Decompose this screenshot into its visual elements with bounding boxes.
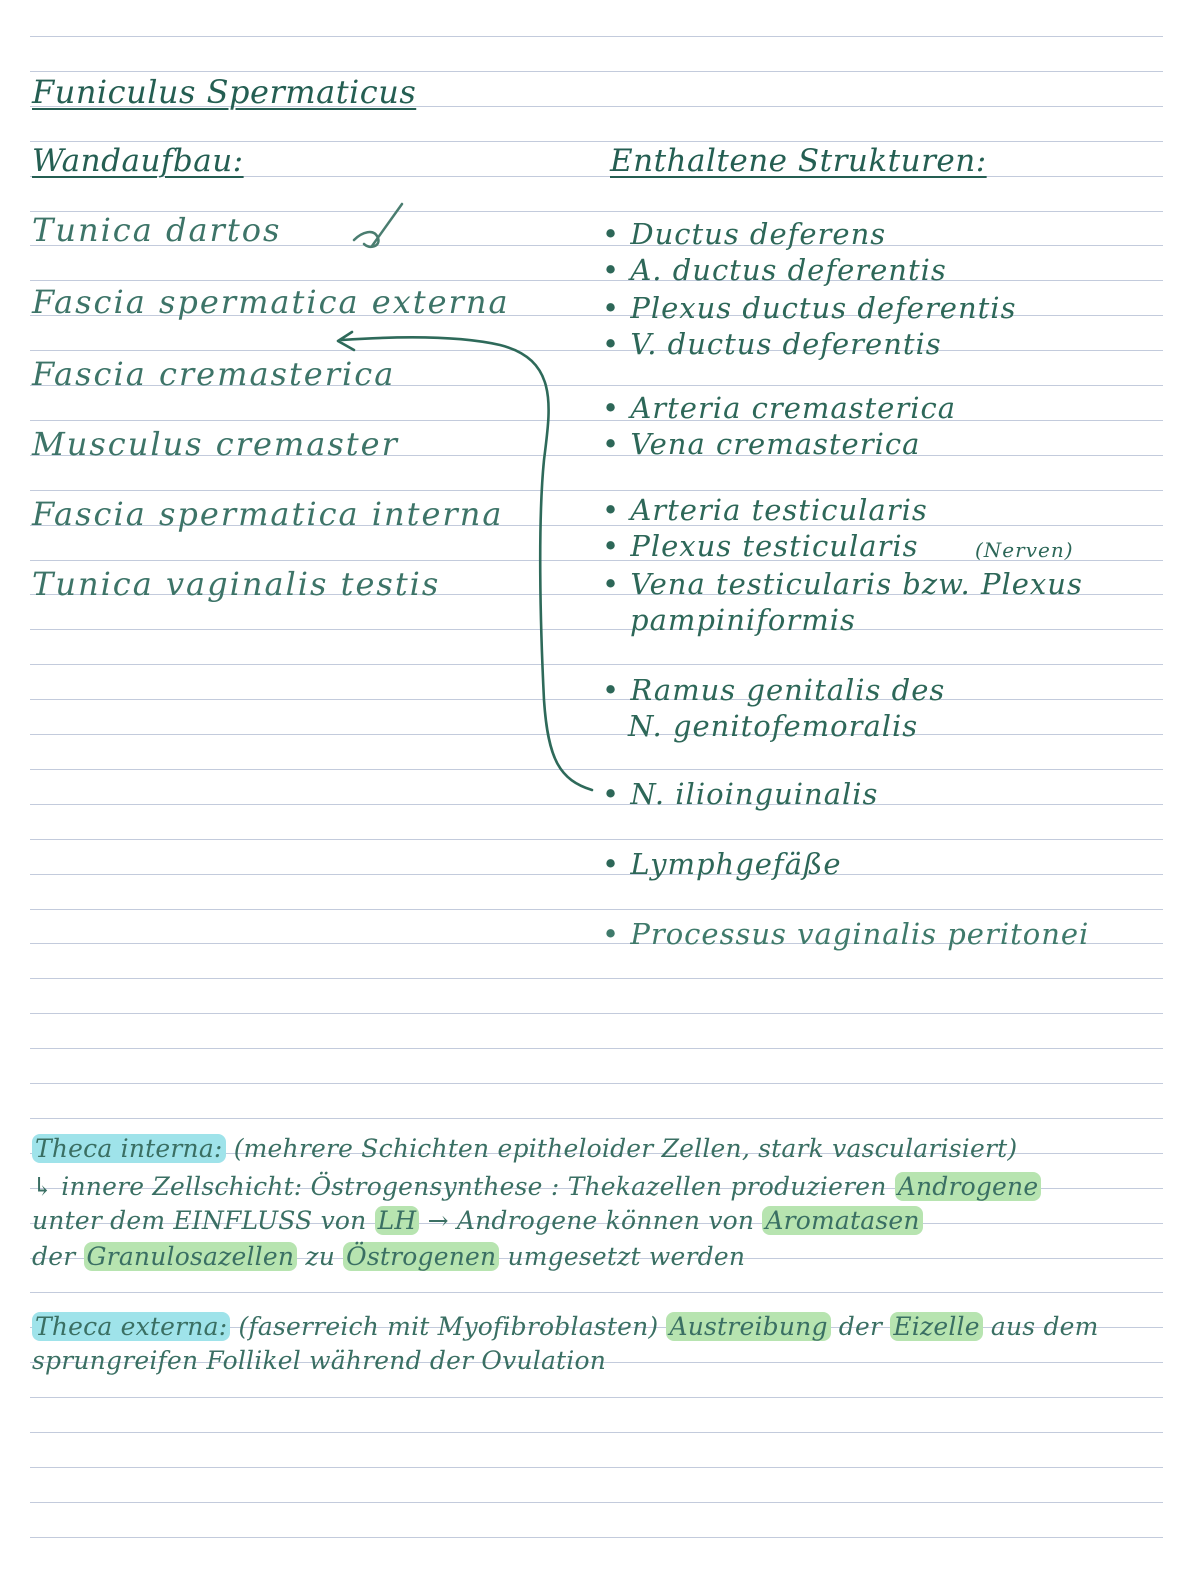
- structure-item: • Plexus testicularis: [602, 529, 919, 563]
- structure-item: • A. ductus deferentis: [602, 253, 947, 287]
- layer-item: Musculus cremaster: [32, 425, 399, 463]
- structure-item: • Processus vaginalis peritonei: [602, 917, 1090, 951]
- highlight-aromatasen: Aromatasen: [762, 1206, 922, 1235]
- theca-interna-line-2: [32, 1174, 1041, 1199]
- structure-item: • Ductus deferens: [602, 217, 887, 251]
- structure-item: • Lymphgefäße: [602, 847, 842, 881]
- structure-item: • Arteria cremasterica: [602, 391, 957, 425]
- structure-item: • N. ilioinguinalis: [602, 777, 879, 811]
- theca-externa-line-1: [32, 1314, 1099, 1339]
- theca-interna-description: (mehrere Schichten epitheloider Zellen, stark vascularisiert): [225, 1134, 1018, 1163]
- highlight-granulosazellen: Granulosazellen: [84, 1242, 298, 1271]
- layer-item: Fascia spermatica interna: [32, 495, 504, 533]
- note-text: umgesetzt werden: [499, 1242, 746, 1271]
- highlight-lh: LH: [375, 1206, 420, 1235]
- structure-item: • V. ductus deferentis: [602, 327, 942, 361]
- note-text: (faserreich mit Myofibroblasten): [230, 1312, 667, 1341]
- note-text: ↳ innere Zellschicht: Östrogensynthese : Thekazellen produzieren: [32, 1172, 895, 1201]
- note-text: unter dem EINFLUSS von: [32, 1206, 375, 1235]
- note-text: → Androgene können von: [419, 1206, 763, 1235]
- note-text: zu: [297, 1242, 344, 1271]
- theca-interna-line-3: [32, 1208, 923, 1233]
- structure-item-continued: N. genitofemoralis: [628, 709, 919, 743]
- theca-externa-term: Theca externa:: [32, 1312, 230, 1341]
- layer-item: Fascia spermatica externa: [32, 283, 510, 321]
- layer-item: Fascia cremasterica: [32, 355, 396, 393]
- note-text: sprungreifen Follikel während der Ovulation: [32, 1346, 607, 1375]
- page-title: Funiculus Spermaticus: [32, 73, 417, 111]
- structure-item: • Arteria testicularis: [602, 493, 928, 527]
- theca-interna-line-1: [32, 1136, 1017, 1161]
- highlight-eizelle: Eizelle: [890, 1312, 982, 1341]
- note-text: der: [830, 1312, 891, 1341]
- theca-interna-term: Theca interna:: [32, 1134, 226, 1163]
- note-text: aus dem: [982, 1312, 1099, 1341]
- structure-item: • Ramus genitalis des: [602, 673, 946, 707]
- structure-item: • Vena cremasterica: [602, 427, 921, 461]
- structure-item: • Plexus ductus deferentis: [602, 291, 1017, 325]
- highlight-androgene: Androgene: [895, 1172, 1042, 1201]
- highlight-oestrogenen: Östrogenen: [343, 1242, 499, 1271]
- layer-item: Tunica dartos: [32, 211, 282, 249]
- structure-item: • Vena testicularis bzw. Plexus: [602, 567, 1083, 601]
- structure-note: (Nerven): [975, 538, 1074, 562]
- layer-item: Tunica vaginalis testis: [32, 565, 441, 603]
- structure-item-continued: pampiniformis: [630, 603, 856, 637]
- theca-interna-line-4: [32, 1244, 745, 1269]
- right-column-heading: Enthaltene Strukturen:: [610, 143, 987, 179]
- highlight-austreibung: Austreibung: [666, 1312, 830, 1341]
- note-text: der: [32, 1242, 84, 1271]
- left-column-heading: Wandaufbau:: [32, 143, 244, 179]
- theca-externa-line-2: [32, 1348, 606, 1373]
